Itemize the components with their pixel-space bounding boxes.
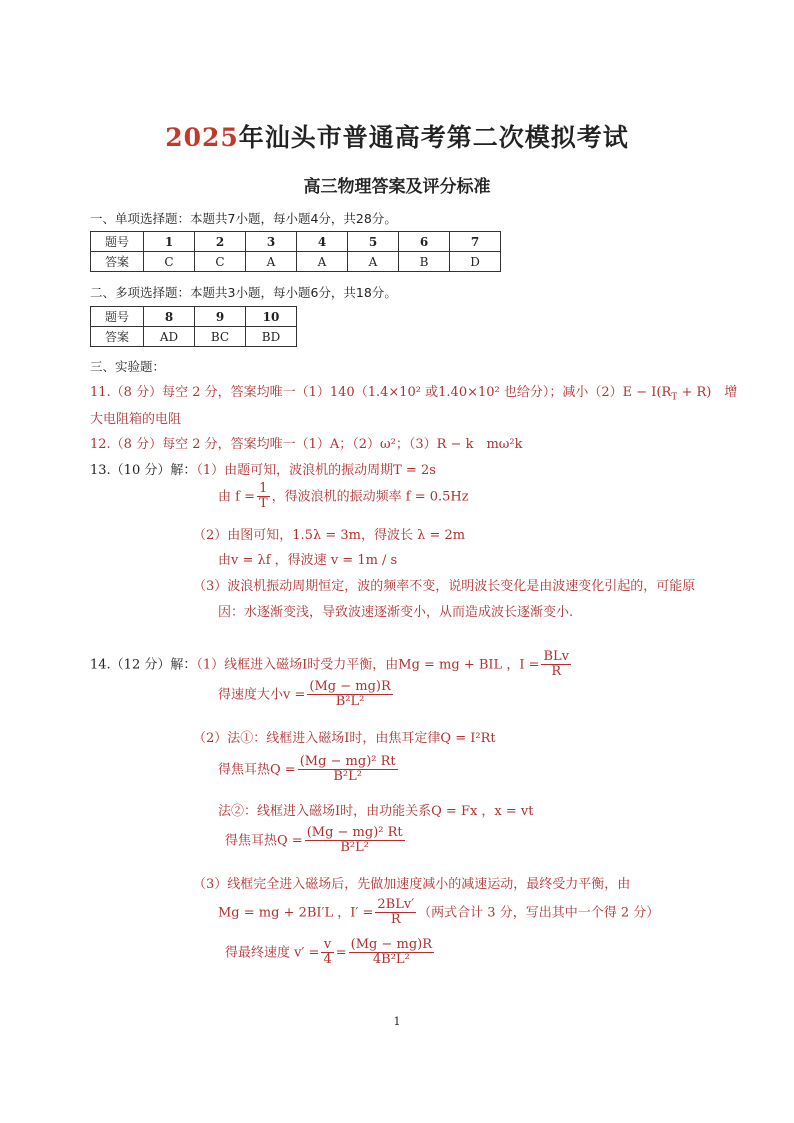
q14-part1b [218,680,395,710]
denominator: 4B²L² [372,952,410,968]
answer-cell: D [450,252,501,272]
q11-line1 [90,381,737,403]
denominator: B²L² [333,769,362,785]
question-number: 4 [297,232,348,252]
fraction [305,826,405,856]
fraction [257,482,270,512]
q13-part1: （1）由题可知，波浪机的振动周期T = 2s [196,463,436,478]
text: 由 f = [218,489,255,505]
numerator: (Mg − mg)² Rt [299,754,396,769]
question-number: 2 [195,232,246,252]
q13-part2: （2）由图可知，1.5λ = 3m，得波长 λ = 2m [193,528,466,543]
numerator: (Mg − mg)² Rt [306,825,403,840]
q13-part3b: 因：水逐渐变浅，导致波速逐渐变小，从而造成波长逐渐变小. [218,605,574,620]
text: = [335,945,347,961]
answer-cell: BC [195,327,246,347]
single-choice-answer-table [90,231,501,272]
q14-label: 14.（12 分）解： [90,657,197,673]
multi-choice-answer-table [90,306,297,347]
q14-part3c [225,938,436,968]
fraction [375,898,416,928]
title-year: 2025 [165,123,239,152]
fraction [349,938,434,968]
numerator: (Mg − mg)R [350,937,433,952]
table-row-numbers [91,232,501,252]
answer-cell: A [246,252,297,272]
numerator: 1 [257,482,270,497]
section2-heading: 二、多项选择题：本题共3小题，每小题6分，共18分。 [90,285,397,300]
denominator: 4 [323,952,332,968]
row-label: 题号 [91,232,144,252]
q13-heading [90,459,436,478]
fraction [541,650,571,680]
q14-part3: （3）线框完全进入磁场后，先做加速度减小的减速运动，最终受力平衡，由 [193,877,631,892]
question-number: 5 [348,232,399,252]
question-number: 3 [246,232,297,252]
fraction [321,938,333,968]
text: ，得波浪机的振动频率 f = 0.5Hz [271,489,469,505]
document-title [0,118,794,154]
q13-label: 13.（10 分）解： [90,463,197,478]
page-number: 1 [393,1015,401,1028]
question-number: 9 [195,307,246,327]
q11-subscript: T [671,392,678,403]
q11-line2: 大电阻箱的电阻 [90,412,182,427]
q11-text: 11.（8 分）每空 2 分，答案均唯一（1）140（1.4×10² 或1.40×10² 也给分）；减小（2）E − I(R [90,385,672,400]
text: （两式合计 3 分，写出其中一个得 2 分） [418,905,660,921]
table-row-answers [91,252,501,272]
answer-cell: BD [246,327,297,347]
answer-cell: A [348,252,399,272]
question-number: 6 [399,232,450,252]
denominator: B²L² [335,694,365,710]
question-number: 7 [450,232,501,252]
answer-cell: B [399,252,450,272]
q11-text-end: + R) 增 [677,385,738,400]
question-number: 8 [144,307,195,327]
numerator: 2BLv′ [377,897,415,912]
text: 得焦耳热Q = [225,833,303,849]
fraction [307,680,392,710]
numerator: (Mg − mg)R [309,679,391,694]
answer-cell: C [144,252,195,272]
text: 得最终速度 v′ = [225,945,320,961]
denominator: T [258,496,268,512]
answer-cell: C [195,252,246,272]
fraction [298,755,398,785]
numerator: v [321,938,333,953]
q14-part2d [225,826,407,856]
q13-part2b: 由v = λf ，得波速 v = 1m / s [218,553,398,568]
section3-heading: 三、实验题： [90,359,166,374]
answer-cell: A [297,252,348,272]
text: 得速度大小v = [218,687,306,703]
text: 得焦耳热Q = [218,762,296,778]
q12-line: 12.（8 分）每空 2 分，答案均唯一（1）A；（2）ω²；（3）R − k mω²k [90,437,523,452]
denominator: R [551,664,562,680]
answer-cell: AD [144,327,195,347]
q14-part2b [218,755,400,785]
title-text: 年汕头市普通高考第二次模拟考试 [238,123,629,152]
q13-part3a: （3）波浪机振动周期恒定，波的频率不变，说明波长变化是由波速变化引起的，可能原 [193,579,696,594]
q14-part2: （2）法①：线框进入磁场Ⅰ时，由焦耳定律Q = I²Rt [193,731,496,746]
q14-part2c: 法②：线框进入磁场Ⅰ时，由功能关系Q = Fx ，x = vt [218,804,534,819]
table-row-answers [91,327,297,347]
row-label: 答案 [91,252,144,272]
denominator: R [390,912,401,928]
numerator: BLv [543,649,570,664]
question-number: 10 [246,307,297,327]
q14-part3b [218,898,659,928]
q14-heading [90,650,573,680]
row-label: 题号 [91,307,144,327]
question-number: 1 [144,232,195,252]
text: Mg = mg + 2BI′L ，I′ = [218,905,374,921]
table-row-numbers [91,307,297,327]
denominator: B²L² [340,840,369,856]
q13-part1b [218,482,469,512]
document-subtitle: 高三物理答案及评分标准 [303,177,491,197]
section1-heading: 一、单项选择题：本题共7小题，每小题4分，共28分。 [90,211,397,226]
row-label: 答案 [91,327,144,347]
q14-part1: （1）线框进入磁场Ⅰ时受力平衡，由Mg = mg + BIL ，I = [196,657,540,673]
